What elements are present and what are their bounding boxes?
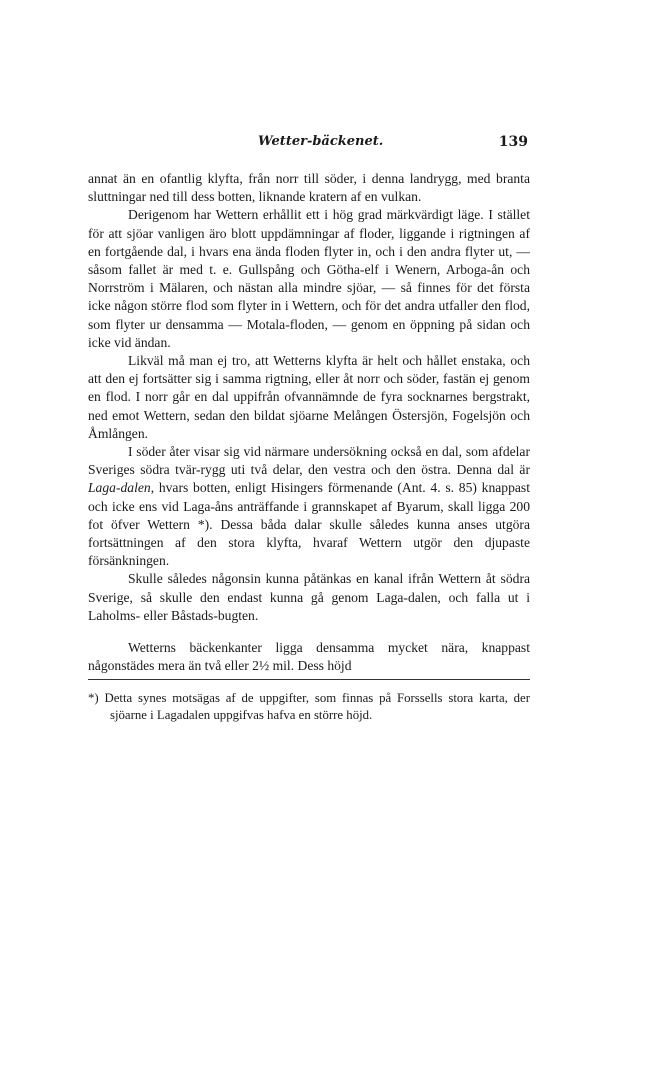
footnote: *) Detta synes motsägas af de uppgifter, som finnas på Forssells stora karta, der sjöarne i Lagadalen uppgifvas hafva en större höjd. (88, 679, 530, 724)
paragraph-1: annat än en ofantlig klyfta, från norr till söder, i denna landrygg, med branta sluttningar ned till dess botten, liknande kratern af en vulkan. (88, 171, 530, 205)
page-header (88, 134, 530, 156)
paragraph-4-part-1: I söder åter visar sig vid närmare undersökning också en dal, som afdelar Sveriges södra tvär-rygg uti två delar, den vestra och den östra. Denna dal är (88, 444, 530, 478)
page-number: 139 (498, 134, 528, 150)
paragraph-4-part-2: , hvars botten, enligt Hisingers förmenande (Ant. 4. s. 85) knappast och icke ens vid Laga-åns anträffande i grannskapet af Byarum, skall ligga 200 fot öfver Wettern *). Dessa båda dalar skulle således kunna anses utgöra fortsättningen af den stora klyfta, hvaraf Wettern utgör den djupaste försänkningen. (88, 480, 530, 569)
running-title: Wetter-bäckenet. (258, 134, 384, 149)
paragraph-5: Skulle således någonsin kunna påtänkas en kanal ifrån Wettern åt södra Sverige, så skulle den endast kunna gå genom Laga-dalen, och falla ut i Laholms- eller Båstads-bugten. (88, 571, 530, 623)
book-page (88, 134, 530, 724)
paragraph-6: Wetterns bäckenkanter ligga densamma mycket nära, knappast någonstädes mera än två eller 2½ mil. Dess höjd (88, 640, 530, 674)
paragraph-2: Derigenom har Wettern erhållit ett i hög grad märkvärdigt läge. I stället för att sjöar vanligen äro blott uppdämningar af floder, liggande i rigtningen af en fortgående dal, i hvars ena ända floden flyter in, och i den andra flyter ut, — såsom fallet är med t. e. Gullspång och Götha-elf i Wenern, Arboga-ån och Norrström i Mälaren, och nästan alla mindre sjöar, — så finnes för det första icke någon större flod som flyter in i Wettern, och för det andra utfaller den flod, som flyter ur densamma — Motala-floden, — genom en öppning på sidan och icke vid ändan. (88, 207, 530, 350)
paragraph-3: Likväl må man ej tro, att Wetterns klyfta är helt och hållet enstaka, och att den ej fortsätter sig i samma rigtning, eller åt norr och söder, fastän ej genom en flod. I norr går en dal uppifrån ofvannämnde de fyra socknarnes bergstrakt, ned emot Wettern, sedan den bildat sjöarne Melången Östersjön, Fogelsjön och Åmlången. (88, 353, 530, 441)
body-text (88, 170, 530, 675)
laga-dalen-italic: Laga-dalen (88, 480, 151, 496)
paragraph-4 (88, 443, 530, 570)
